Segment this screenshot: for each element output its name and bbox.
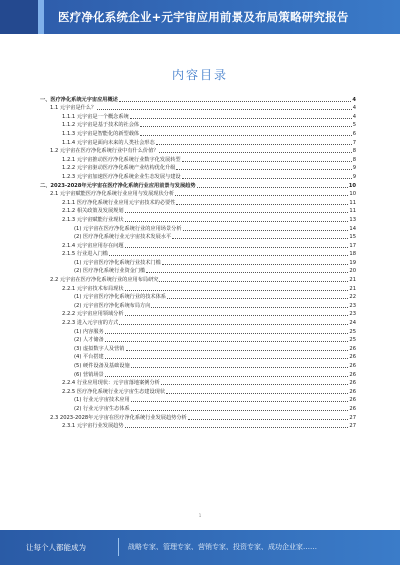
toc-leader-dots — [125, 427, 349, 428]
toc-entry-page: 4 — [352, 96, 356, 103]
toc-leader-dots — [125, 247, 349, 248]
toc-entry[interactable] — [40, 360, 356, 369]
toc-entry[interactable] — [40, 214, 356, 223]
footer-divider — [118, 538, 119, 556]
toc-entry[interactable] — [40, 309, 356, 318]
header-accent-bar — [38, 0, 44, 34]
toc-entry-label: (4) 平台搭建 — [74, 354, 104, 361]
toc-entry[interactable] — [40, 386, 356, 395]
toc-entry-page: 26 — [349, 345, 356, 352]
toc-entry-page: 4 — [352, 105, 356, 112]
toc-entry-label: 2.2.2 元宇宙应用领域分析 — [62, 311, 124, 318]
toc-leader-dots — [105, 376, 349, 377]
toc-entry[interactable] — [40, 257, 356, 266]
toc-entry[interactable] — [40, 249, 356, 258]
toc-entry[interactable] — [40, 403, 356, 412]
toc-entry-page: 11 — [349, 199, 356, 206]
toc-entry-label: 2.1.5 行业进入门槛 — [62, 251, 108, 258]
toc-entry[interactable] — [40, 189, 356, 198]
toc-leader-dots — [131, 401, 349, 402]
toc-leader-dots — [119, 101, 352, 102]
toc-leader-dots — [126, 350, 349, 351]
toc-entry-page: 23 — [349, 311, 356, 318]
toc-entry[interactable] — [40, 180, 356, 189]
toc-entry-label: 2.3 2023-2028年元宇宙在医疗净化系统行业发展趋势分析 — [50, 414, 187, 421]
toc-entry-label: 1.2 元宇宙在医疗净化系统行业中有什么价值？ — [50, 148, 159, 155]
toc-entry-label: (1) 元宇宙在医疗净化系统行业的应用场景分析 — [74, 225, 182, 232]
toc-leader-dots — [159, 281, 348, 282]
toc-leader-dots — [125, 315, 349, 316]
toc-entry-label: (5) 硬件设备及基础设施 — [74, 363, 130, 369]
toc-entry-page: 22 — [349, 294, 356, 301]
toc-entry-page: 27 — [349, 423, 356, 430]
footer-services: 战略专家、管理专家、营销专家、投资专家、成功企业家…… — [128, 543, 317, 551]
page-number: 1 — [198, 513, 202, 518]
report-footer — [0, 530, 400, 565]
toc-leader-dots — [131, 367, 349, 368]
toc-entry-label: 1.2.3 元宇宙加速医疗净化系统企业生态发展与建设 — [62, 173, 181, 180]
toc-leader-dots — [151, 307, 348, 308]
toc-entry-page: 26 — [349, 397, 356, 404]
toc-entry[interactable] — [40, 369, 356, 378]
toc-leader-dots — [109, 255, 348, 256]
toc-entry[interactable] — [40, 378, 356, 387]
toc-entry[interactable] — [40, 103, 356, 112]
toc-leader-dots — [188, 419, 349, 420]
toc-entry-page: 27 — [349, 414, 356, 421]
toc-entry-label: 1.2.2 元宇宙驱动医疗净化系统产业结构优化升级 — [62, 165, 176, 172]
toc-entry[interactable] — [40, 137, 356, 146]
toc-entry-label: 1.1.2 元宇宙是基于技术的社会体 — [62, 122, 140, 129]
toc-entry-label: 2.1.1 医疗净化系统行业应用元宇宙技术的必要性 — [62, 199, 176, 206]
toc-entry[interactable] — [40, 395, 356, 404]
toc-leader-dots — [130, 118, 352, 119]
toc-entry-page: 6 — [352, 130, 356, 137]
toc-entry-label: 1.2.1 元宇宙推动医疗净化系统行业数字化发展转型 — [62, 156, 181, 163]
toc-entry-page: 26 — [349, 363, 356, 369]
toc-entry-page: 26 — [349, 388, 356, 395]
toc-entry[interactable] — [40, 197, 356, 206]
toc-entry-page: 20 — [349, 268, 356, 275]
toc-leader-dots — [182, 161, 352, 162]
toc-entry-label: (2) 人才储备 — [74, 337, 104, 344]
toc-entry[interactable] — [40, 317, 356, 326]
toc-leader-dots — [167, 298, 348, 299]
toc-entry-label: 1.1.1 元宇宙是一个概念系统 — [62, 113, 129, 120]
toc-leader-dots — [176, 169, 351, 170]
toc-entry[interactable] — [40, 154, 356, 163]
toc-entry-page: 13 — [349, 216, 356, 223]
toc-entry[interactable] — [40, 283, 356, 292]
toc-entry[interactable] — [40, 352, 356, 361]
toc-entry-page: 26 — [349, 371, 356, 378]
toc-entry-page: 26 — [349, 354, 356, 361]
toc-entry[interactable] — [40, 232, 356, 241]
toc-leader-dots — [125, 221, 349, 222]
toc-entry[interactable] — [40, 206, 356, 215]
toc-entry[interactable] — [40, 274, 356, 283]
toc-entry[interactable] — [40, 292, 356, 301]
report-title: 医疗净化系统企业+元宇宙应用前景及布局策略研究报告 — [58, 10, 349, 24]
toc-entry-page: 17 — [349, 242, 356, 249]
toc-entry-label: 2.1.2 相关政策及发展规划 — [62, 208, 124, 215]
toc-entry[interactable] — [40, 94, 356, 103]
toc-entry-page: 9 — [352, 173, 356, 180]
toc-entry-page: 25 — [349, 328, 356, 335]
toc-heading: 内容目录 — [171, 68, 228, 82]
toc-entry-page: 26 — [349, 405, 356, 412]
toc-entry-page: 9 — [352, 165, 356, 172]
toc-leader-dots — [97, 109, 351, 110]
toc-entry-page: 24 — [349, 320, 356, 327]
toc-entry[interactable] — [40, 128, 356, 137]
toc-entry[interactable] — [40, 146, 356, 155]
toc-entry-page: 8 — [352, 148, 356, 155]
toc-entry-page: 26 — [349, 380, 356, 387]
toc-entry-page: 25 — [349, 337, 356, 344]
toc-entry-label: (2) 元宇宙医疗净化系统布局方向 — [74, 302, 151, 309]
toc-leader-dots — [159, 152, 351, 153]
toc-entry-label: 一、医疗净化系统元宇宙应用概述 — [40, 96, 118, 103]
toc-entry-page: 14 — [349, 225, 356, 232]
toc-entry-page: 5 — [352, 122, 356, 129]
toc-entry-page: 8 — [352, 156, 356, 163]
toc-leader-dots — [146, 272, 348, 273]
toc-leader-dots — [172, 238, 348, 239]
toc-entry[interactable] — [40, 266, 356, 275]
toc-entry[interactable] — [40, 326, 356, 335]
toc-leader-dots — [105, 358, 349, 359]
toc-entry-label: (3) 虚拟数字人及营销 — [74, 345, 125, 352]
toc-entry[interactable] — [40, 300, 356, 309]
report-header — [0, 0, 400, 34]
toc-entry-label: 1.1 元宇宙是什么？ — [50, 105, 97, 112]
toc-entry-page: 18 — [349, 251, 356, 258]
toc-entry-page: 11 — [349, 208, 356, 215]
toc-entry-page: 21 — [349, 277, 356, 284]
toc-entry-label: 2.2.5 医疗净化系统行业元宇宙生态建设现状 — [62, 388, 166, 395]
toc-entry-label: (1) 内容服务 — [74, 328, 104, 335]
toc-entry[interactable] — [40, 111, 356, 120]
toc-entry-label: 1.1.3 元宇宙是智能化的新型载体 — [62, 130, 140, 137]
toc-entry-label: (1) 行业元宇宙技术应用 — [74, 397, 130, 404]
toc-entry[interactable] — [40, 335, 356, 344]
toc-entry[interactable] — [40, 171, 356, 180]
toc-entry-label: 2.3.1 元宇宙行业发展趋势 — [62, 423, 124, 430]
toc-entry-label: (6) 营销场景 — [74, 371, 104, 378]
toc-entry[interactable] — [40, 421, 356, 430]
toc-leader-dots — [197, 187, 348, 188]
footer-slogan: 让每个人都能成为 — [26, 543, 86, 552]
toc-leader-dots — [140, 126, 352, 127]
toc-entry[interactable] — [40, 412, 356, 421]
header-accent-stripe — [0, 0, 38, 34]
toc-entry-page: 21 — [349, 285, 356, 292]
toc-leader-dots — [156, 144, 352, 145]
toc-leader-dots — [176, 204, 348, 205]
toc-entry[interactable] — [40, 223, 356, 232]
toc-leader-dots — [119, 324, 348, 325]
toc-leader-dots — [105, 333, 349, 334]
toc-leader-dots — [131, 410, 349, 411]
toc-entry-label: 2.2.4 行业应用现状：元宇宙落地案例分析 — [62, 380, 160, 387]
toc-entry-label: (1) 元宇宙医疗净化系统行业技术门槛 — [74, 259, 161, 266]
toc-entry-page: 10 — [348, 182, 356, 189]
toc-entry[interactable] — [40, 120, 356, 129]
toc-entry-label: 2.2.3 进入元宇宙的方式 — [62, 320, 119, 327]
toc-leader-dots — [162, 264, 349, 265]
toc-entry-label: 2.2.1 元宇宙技术布局现状 — [62, 285, 124, 292]
toc-entry-label: 2.1 元宇宙赋能医疗净化系统行业应用与发展现状分析 — [50, 191, 175, 198]
toc-leader-dots — [182, 178, 352, 179]
toc-entry-page: 15 — [349, 234, 356, 241]
toc-entry-page: 10 — [349, 191, 356, 198]
toc-entry-label: (2) 医疗净化系统行业元宇宙技术发展水平 — [74, 234, 172, 241]
toc-entry-label: 1.1.4 元宇宙是面向未来的人类社会形态 — [62, 139, 155, 146]
toc-entry-page: 19 — [349, 259, 356, 266]
toc-entry-label: 2.1.3 元宇宙赋能行业现状 — [62, 216, 124, 223]
toc-entry-label: 2.2 元宇宙在医疗净化系统行业的应用布局研究 — [50, 277, 159, 284]
toc-leader-dots — [183, 230, 349, 231]
toc-entry-label: (2) 行业元宇宙生态体系 — [74, 405, 130, 412]
toc-leader-dots — [125, 212, 349, 213]
toc-leader-dots — [105, 341, 349, 342]
table-of-contents — [40, 94, 356, 429]
toc-entry-label: (2) 医疗净化系统行业资金门槛 — [74, 268, 146, 275]
toc-entry-label: 二、2023-2028年元宇宙在医疗净化系统行业应用前景与发展趋势 — [40, 182, 196, 189]
toc-entry[interactable] — [40, 240, 356, 249]
toc-leader-dots — [166, 393, 348, 394]
toc-entry-page: 4 — [352, 113, 356, 120]
toc-leader-dots — [125, 290, 349, 291]
toc-leader-dots — [140, 135, 352, 136]
toc-entry[interactable] — [40, 343, 356, 352]
toc-entry-label: 2.1.4 元宇宙应用存在问题 — [62, 242, 124, 249]
toc-entry-page: 7 — [352, 139, 356, 146]
toc-entry[interactable] — [40, 163, 356, 172]
toc-leader-dots — [161, 384, 349, 385]
toc-entry-page: 23 — [349, 302, 356, 309]
toc-entry-label: (1) 元宇宙医疗净化系统行业的技术体系 — [74, 294, 166, 301]
toc-leader-dots — [175, 195, 348, 196]
